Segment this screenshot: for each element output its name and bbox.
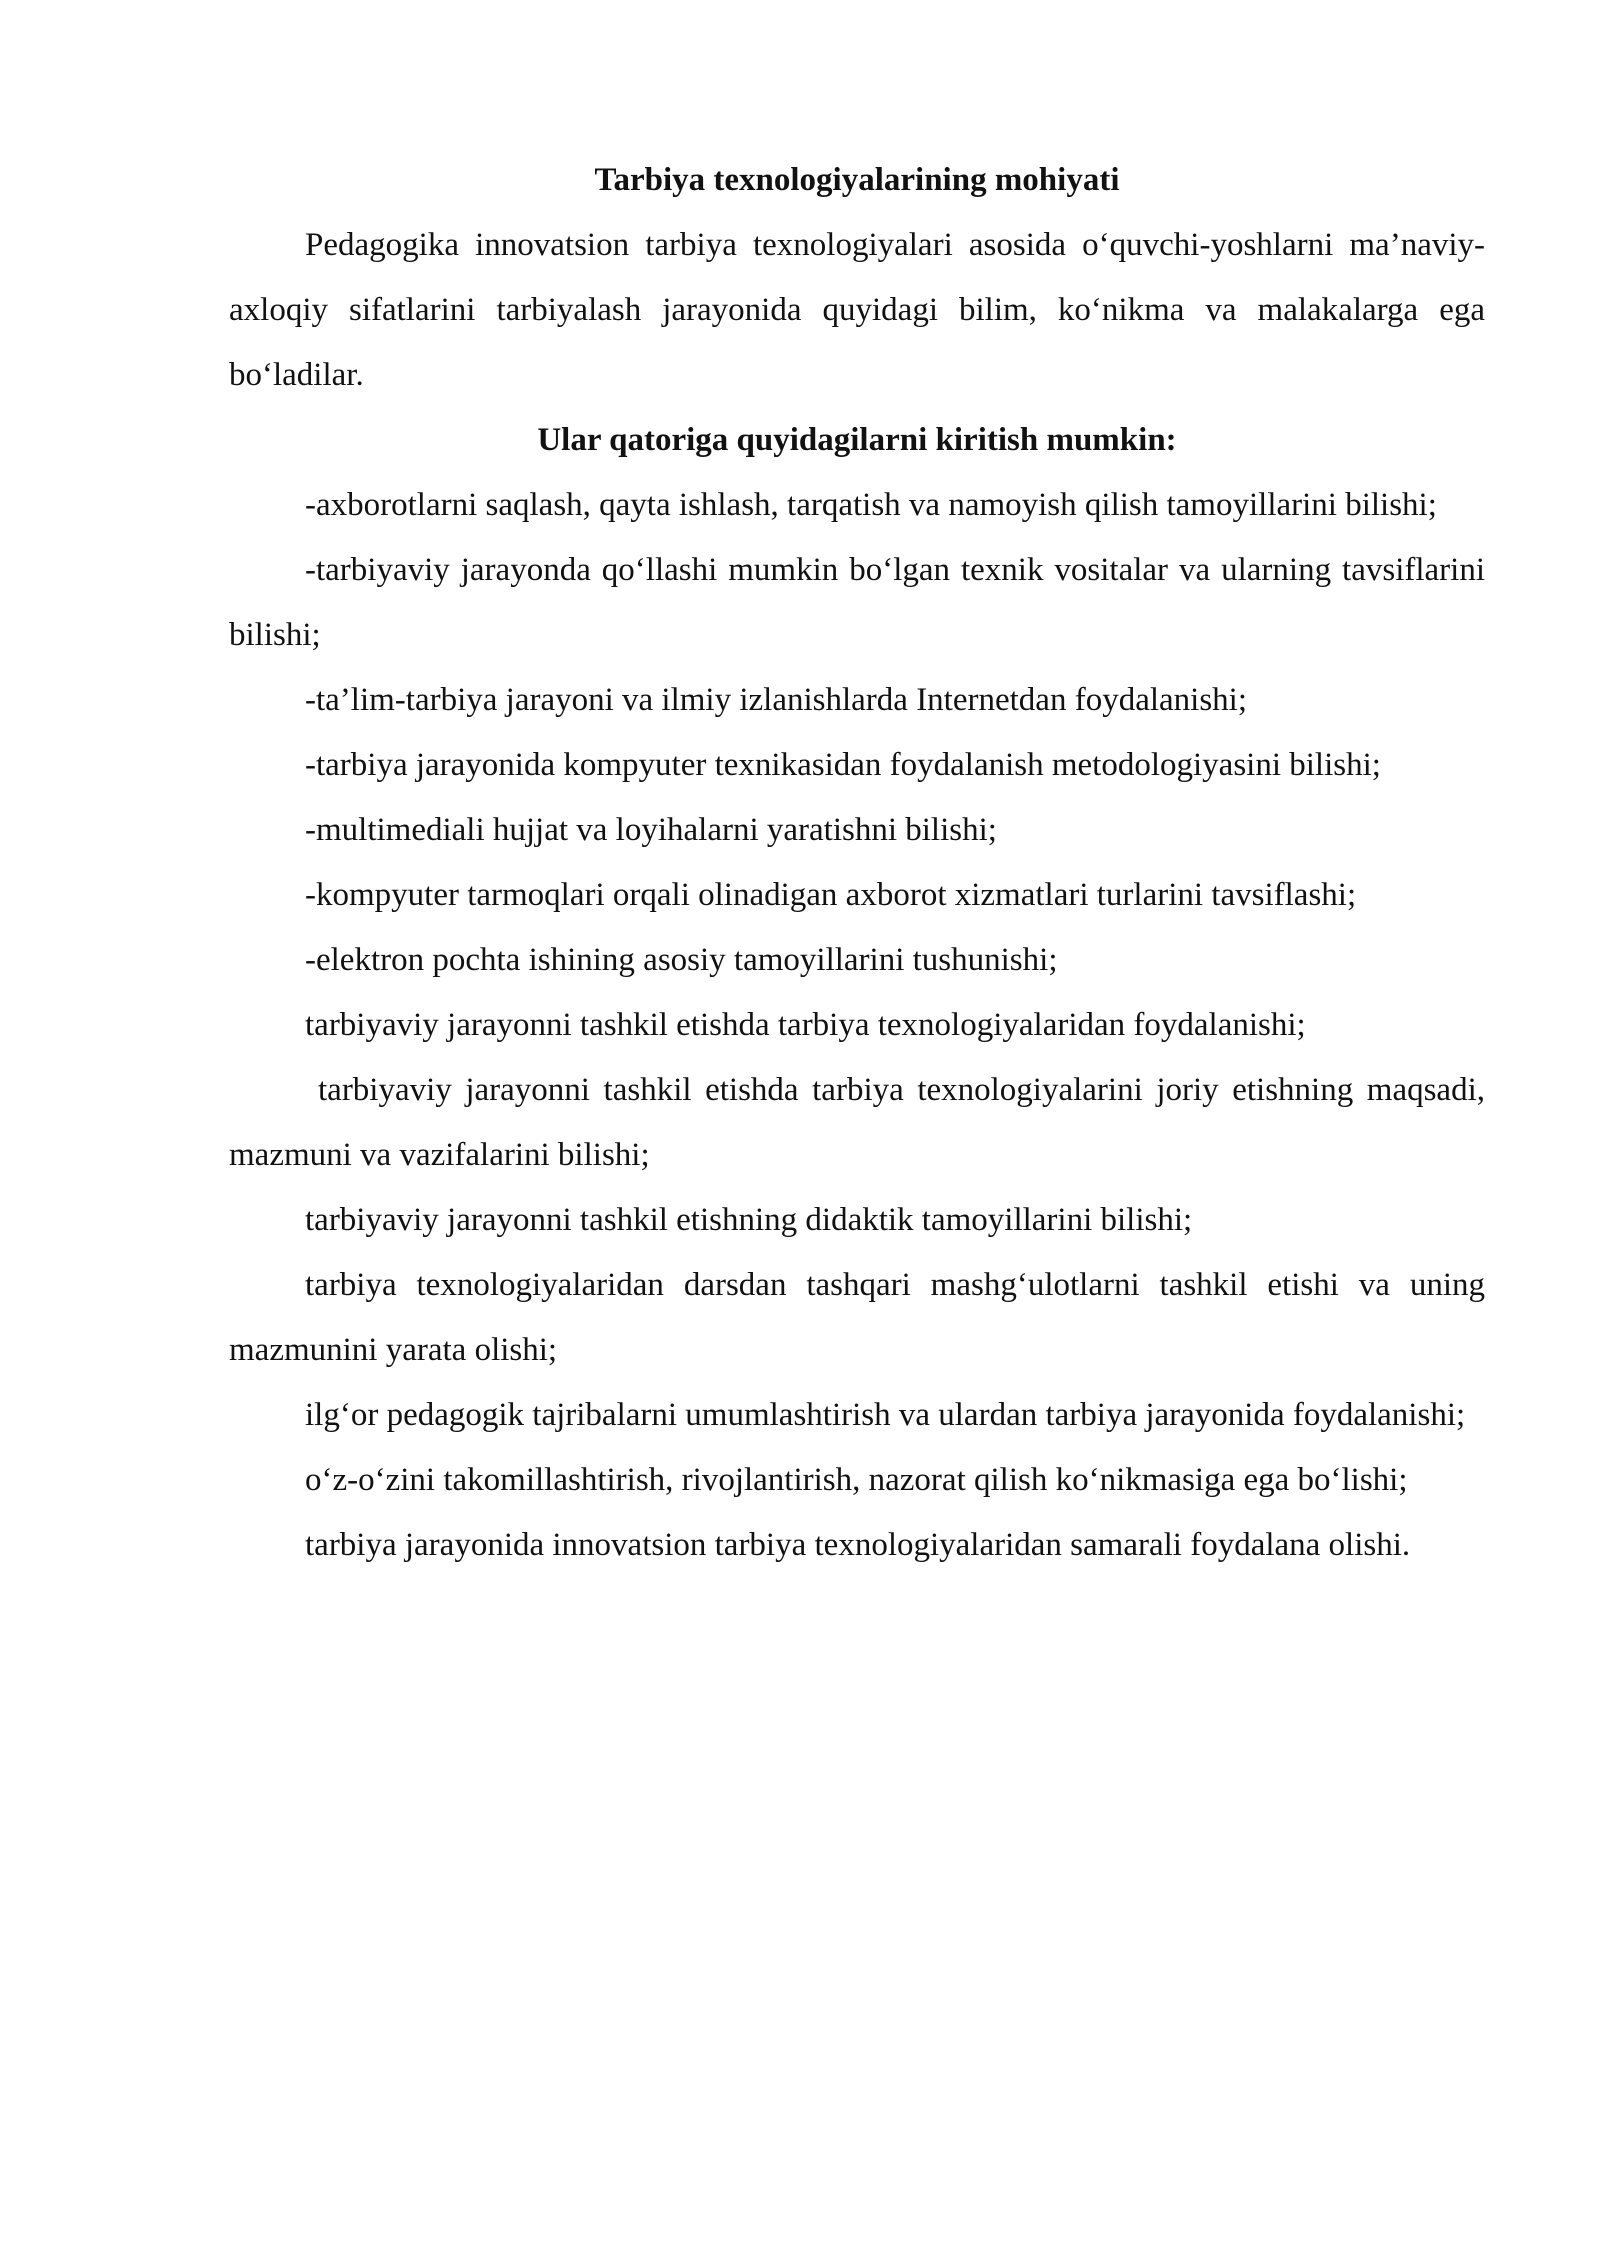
- list-item: -kompyuter tarmoqlari orqali olinadigan axborot xizmatlari turlarini tavsiflashi;: [305, 877, 1357, 913]
- list-item: tarbiya texnologiyalaridan darsdan tashqari mashg‘ulotlarni tashkil etishi va uning mazmunini yarata olishi;: [229, 1267, 1485, 1368]
- document-title: Tarbiya texnologiyalarining mohiyati: [594, 162, 1120, 198]
- list-item: tarbiyaviy jarayonni tashkil etishda tarbiya texnologiyalarini joriy etishning maqsadi, mazmuni va vazifalarini bilishi;: [229, 1072, 1485, 1173]
- list-item: -tarbiyaviy jarayonda qo‘llashi mumkin bo‘lgan texnik vositalar va ularning tavsiflarini bilishi;: [229, 552, 1485, 653]
- list-item: ilg‘or pedagogik tajribalarni umumlashtirish va ulardan tarbiya jarayonida foydalanishi;: [305, 1397, 1466, 1433]
- list-item: -multimediali hujjat va loyihalarni yaratishni bilishi;: [305, 812, 997, 848]
- list-subtitle: Ular qatoriga quyidagilarni kiritish mumkin:: [537, 422, 1177, 458]
- list-item: -tarbiya jarayonida kompyuter texnikasidan foydalanish metodologiyasini bilishi;: [305, 747, 1381, 783]
- list-item: tarbiyaviy jarayonni tashkil etishning didaktik tamoyillarini bilishi;: [305, 1202, 1193, 1238]
- list-item: -ta’lim-tarbiya jarayoni va ilmiy izlanishlarda Internetdan foydalanishi;: [305, 682, 1247, 718]
- list-item: -elektron pochta ishining asosiy tamoyillarini tushunishi;: [305, 942, 1058, 978]
- document-page: [229, 148, 1485, 1578]
- list-item: tarbiya jarayonida innovatsion tarbiya texnologiyalaridan samarali foydalana olishi.: [305, 1527, 1411, 1563]
- list-item: tarbiyaviy jarayonni tashkil etishda tarbiya texnologiyalaridan foydalanishi;: [305, 1007, 1306, 1043]
- list-item: -axborotlarni saqlash, qayta ishlash, tarqatish va namoyish qilish tamoyillarini bilishi;: [305, 487, 1437, 523]
- list-item: o‘z-o‘zini takomillashtirish, rivojlantirish, nazorat qilish ko‘nikmasiga ega bo‘lishi;: [305, 1462, 1408, 1498]
- intro-paragraph: Pedagogika innovatsion tarbiya texnologiyalari asosida o‘quvchi-yoshlarni ma’naviy-axloqiy sifatlarini tarbiyalash jarayonida quyidagi bilim, ko‘nikma va malakalarga ega bo‘ladilar.: [229, 227, 1485, 393]
